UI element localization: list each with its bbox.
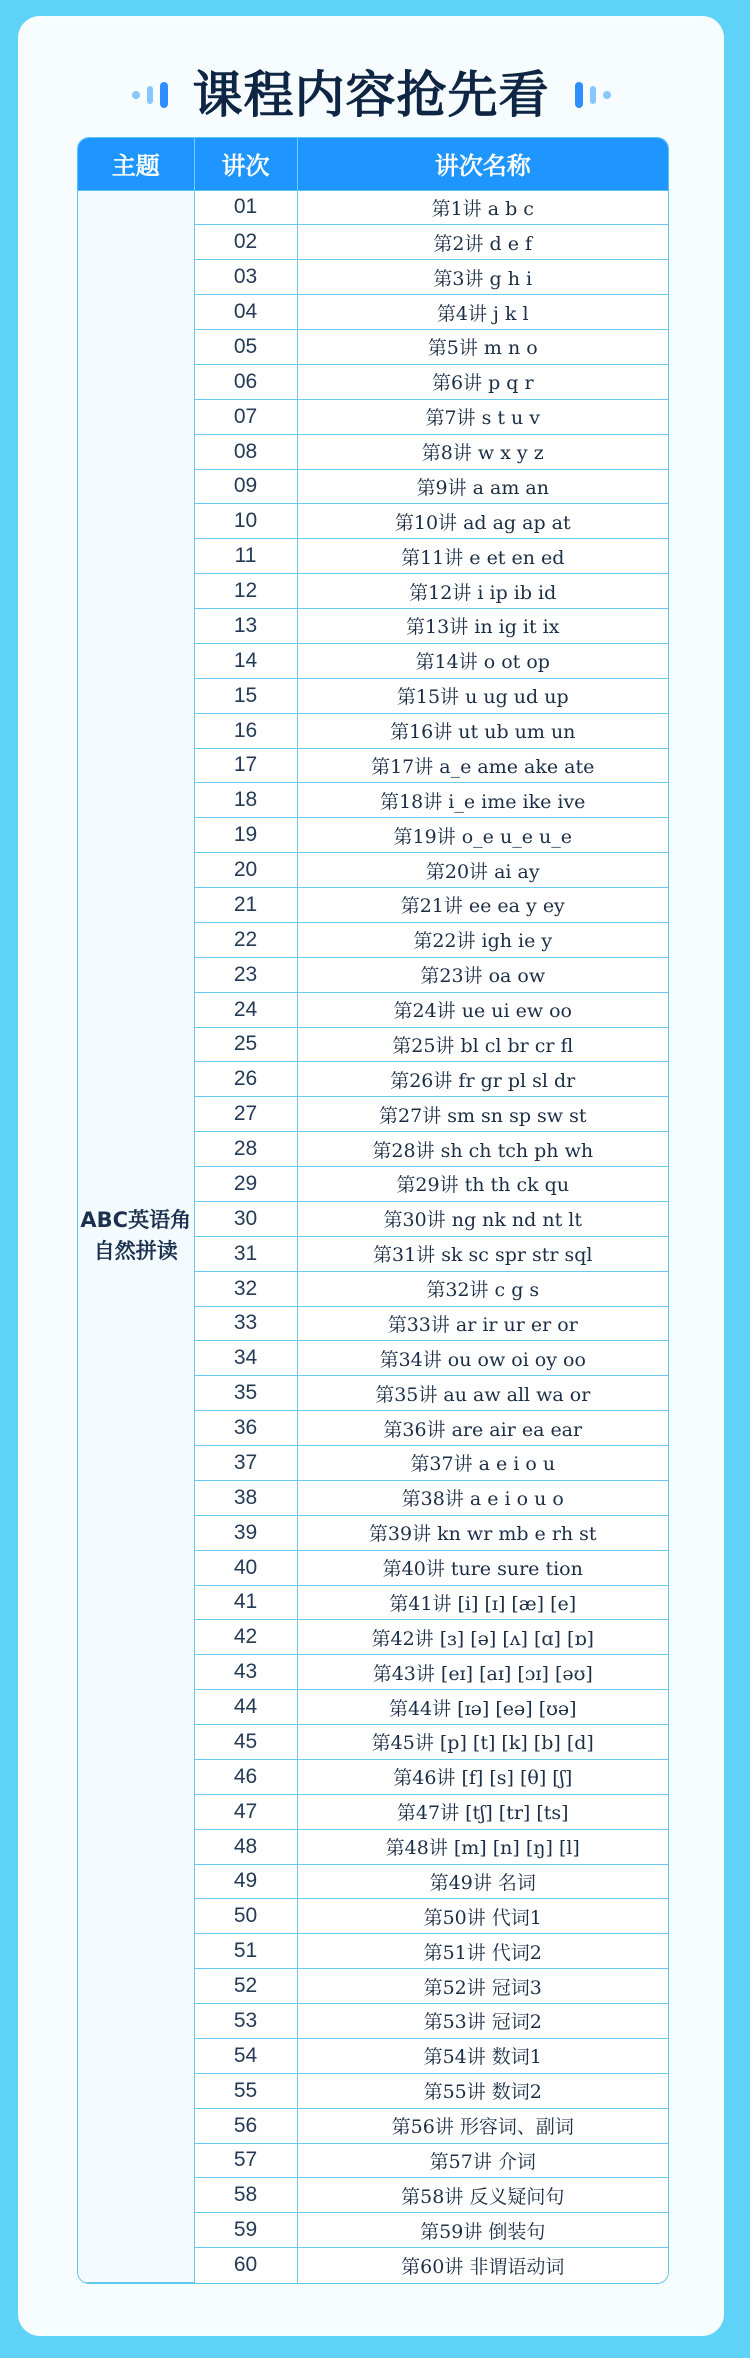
lesson-number-cell: 49 bbox=[194, 1864, 297, 1899]
course-table-wrapper bbox=[77, 137, 669, 2284]
lesson-number-cell: 16 bbox=[194, 713, 297, 748]
title-area bbox=[18, 61, 724, 129]
lesson-name-cell: 第17讲 a_e ame ake ate bbox=[297, 748, 668, 783]
lesson-number-cell: 22 bbox=[194, 922, 297, 957]
lesson-name-cell: 第52讲 冠词3 bbox=[297, 1969, 668, 2004]
lesson-number-cell: 51 bbox=[194, 1934, 297, 1969]
lesson-number-cell: 39 bbox=[194, 1515, 297, 1550]
lesson-name-cell: 第21讲 ee ea y ey bbox=[297, 888, 668, 923]
lesson-name-cell: 第14讲 o ot op bbox=[297, 643, 668, 678]
column-header-lesson-name: 讲次名称 bbox=[297, 138, 668, 190]
lesson-name-cell: 第25讲 bl cl br cr fl bbox=[297, 1027, 668, 1062]
lesson-name-cell: 第42讲 [ɜ] [ə] [ʌ] [ɑ] [ɒ] bbox=[297, 1620, 668, 1655]
lesson-number-cell: 37 bbox=[194, 1446, 297, 1481]
lesson-number-cell: 23 bbox=[194, 957, 297, 992]
lesson-name-cell: 第41讲 [i] [ɪ] [æ] [e] bbox=[297, 1585, 668, 1620]
lesson-name-cell: 第49讲 名词 bbox=[297, 1864, 668, 1899]
lesson-number-cell: 04 bbox=[194, 295, 297, 330]
lesson-name-cell: 第10讲 ad ag ap at bbox=[297, 504, 668, 539]
lesson-number-cell: 07 bbox=[194, 399, 297, 434]
lesson-name-cell: 第48讲 [m] [n] [ŋ] [l] bbox=[297, 1829, 668, 1864]
lesson-name-cell: 第44讲 [ɪə] [eə] [ʊə] bbox=[297, 1690, 668, 1725]
lesson-number-cell: 05 bbox=[194, 330, 297, 365]
header-row bbox=[78, 138, 668, 190]
lesson-number-cell: 44 bbox=[194, 1690, 297, 1725]
lesson-number-cell: 50 bbox=[194, 1899, 297, 1934]
lesson-name-cell: 第5讲 m n o bbox=[297, 330, 668, 365]
lesson-number-cell: 32 bbox=[194, 1271, 297, 1306]
lesson-name-cell: 第7讲 s t u v bbox=[297, 399, 668, 434]
left-decoration-icon bbox=[132, 82, 168, 108]
lesson-number-cell: 20 bbox=[194, 853, 297, 888]
table-body bbox=[78, 190, 668, 2283]
lesson-number-cell: 01 bbox=[194, 190, 297, 225]
lesson-number-cell: 11 bbox=[194, 539, 297, 574]
lesson-name-cell: 第33讲 ar ir ur er or bbox=[297, 1306, 668, 1341]
lesson-name-cell: 第34讲 ou ow oi oy oo bbox=[297, 1341, 668, 1376]
lesson-name-cell: 第4讲 j k l bbox=[297, 295, 668, 330]
lesson-number-cell: 30 bbox=[194, 1201, 297, 1236]
lesson-number-cell: 06 bbox=[194, 364, 297, 399]
lesson-number-cell: 12 bbox=[194, 574, 297, 609]
lesson-name-cell: 第45讲 [p] [t] [k] [b] [d] bbox=[297, 1725, 668, 1760]
lesson-name-cell: 第20讲 ai ay bbox=[297, 853, 668, 888]
lesson-number-cell: 56 bbox=[194, 2108, 297, 2143]
lesson-name-cell: 第57讲 介词 bbox=[297, 2143, 668, 2178]
lesson-number-cell: 60 bbox=[194, 2248, 297, 2283]
lesson-number-cell: 46 bbox=[194, 1759, 297, 1794]
lesson-name-cell: 第9讲 a am an bbox=[297, 469, 668, 504]
lesson-name-cell: 第37讲 a e i o u bbox=[297, 1446, 668, 1481]
right-decoration-icon bbox=[575, 82, 611, 108]
lesson-number-cell: 19 bbox=[194, 818, 297, 853]
lesson-number-cell: 52 bbox=[194, 1969, 297, 2004]
lesson-number-cell: 14 bbox=[194, 643, 297, 678]
lesson-name-cell: 第24讲 ue ui ew oo bbox=[297, 992, 668, 1027]
lesson-name-cell: 第46讲 [f] [s] [θ] [ʃ] bbox=[297, 1759, 668, 1794]
lesson-number-cell: 09 bbox=[194, 469, 297, 504]
lesson-number-cell: 17 bbox=[194, 748, 297, 783]
lesson-name-cell: 第31讲 sk sc spr str sql bbox=[297, 1236, 668, 1271]
lesson-name-cell: 第38讲 a e i o u o bbox=[297, 1480, 668, 1515]
lesson-name-cell: 第8讲 w x y z bbox=[297, 434, 668, 469]
lesson-name-cell: 第50讲 代词1 bbox=[297, 1899, 668, 1934]
lesson-number-cell: 58 bbox=[194, 2178, 297, 2213]
lesson-name-cell: 第36讲 are air ea ear bbox=[297, 1411, 668, 1446]
lesson-name-cell: 第55讲 数词2 bbox=[297, 2073, 668, 2108]
lesson-number-cell: 36 bbox=[194, 1411, 297, 1446]
lesson-number-cell: 47 bbox=[194, 1794, 297, 1829]
column-header-lesson-number: 讲次 bbox=[194, 138, 297, 190]
lesson-name-cell: 第23讲 oa ow bbox=[297, 957, 668, 992]
lesson-number-cell: 29 bbox=[194, 1167, 297, 1202]
course-table bbox=[78, 138, 668, 2283]
lesson-number-cell: 34 bbox=[194, 1341, 297, 1376]
lesson-name-cell: 第28讲 sh ch tch ph wh bbox=[297, 1132, 668, 1167]
lesson-name-cell: 第35讲 au aw all wa or bbox=[297, 1376, 668, 1411]
lesson-number-cell: 41 bbox=[194, 1585, 297, 1620]
course-content-card bbox=[18, 16, 724, 2336]
lesson-name-cell: 第56讲 形容词、副词 bbox=[297, 2108, 668, 2143]
page-title: 课程内容抢先看 bbox=[192, 66, 550, 124]
lesson-name-cell: 第43讲 [eɪ] [aɪ] [ɔɪ] [əʊ] bbox=[297, 1655, 668, 1690]
lesson-number-cell: 48 bbox=[194, 1829, 297, 1864]
lesson-number-cell: 26 bbox=[194, 1062, 297, 1097]
lesson-name-cell: 第6讲 p q r bbox=[297, 364, 668, 399]
lesson-number-cell: 24 bbox=[194, 992, 297, 1027]
column-header-theme: 主题 bbox=[78, 138, 194, 190]
lesson-number-cell: 27 bbox=[194, 1097, 297, 1132]
lesson-name-cell: 第16讲 ut ub um un bbox=[297, 713, 668, 748]
lesson-name-cell: 第32讲 c g s bbox=[297, 1271, 668, 1306]
table-row bbox=[78, 190, 668, 225]
lesson-number-cell: 33 bbox=[194, 1306, 297, 1341]
lesson-number-cell: 53 bbox=[194, 2004, 297, 2039]
lesson-number-cell: 15 bbox=[194, 678, 297, 713]
lesson-name-cell: 第59讲 倒装句 bbox=[297, 2213, 668, 2248]
lesson-name-cell: 第18讲 i_e ime ike ive bbox=[297, 783, 668, 818]
lesson-name-cell: 第15讲 u ug ud up bbox=[297, 678, 668, 713]
lesson-name-cell: 第3讲 g h i bbox=[297, 260, 668, 295]
lesson-name-cell: 第2讲 d e f bbox=[297, 225, 668, 260]
lesson-name-cell: 第54讲 数词1 bbox=[297, 2038, 668, 2073]
lesson-name-cell: 第30讲 ng nk nd nt lt bbox=[297, 1201, 668, 1236]
lesson-number-cell: 54 bbox=[194, 2038, 297, 2073]
lesson-number-cell: 25 bbox=[194, 1027, 297, 1062]
lesson-number-cell: 57 bbox=[194, 2143, 297, 2178]
lesson-name-cell: 第12讲 i ip ib id bbox=[297, 574, 668, 609]
lesson-name-cell: 第60讲 非谓语动词 bbox=[297, 2248, 668, 2283]
lesson-number-cell: 18 bbox=[194, 783, 297, 818]
lesson-number-cell: 45 bbox=[194, 1725, 297, 1760]
lesson-number-cell: 35 bbox=[194, 1376, 297, 1411]
lesson-number-cell: 59 bbox=[194, 2213, 297, 2248]
theme-cell: ABC英语角自然拼读 bbox=[78, 190, 194, 2283]
lesson-name-cell: 第22讲 igh ie y bbox=[297, 922, 668, 957]
lesson-number-cell: 31 bbox=[194, 1236, 297, 1271]
lesson-number-cell: 08 bbox=[194, 434, 297, 469]
lesson-name-cell: 第47讲 [tʃ] [tr] [ts] bbox=[297, 1794, 668, 1829]
lesson-number-cell: 02 bbox=[194, 225, 297, 260]
lesson-name-cell: 第19讲 o_e u_e u_e bbox=[297, 818, 668, 853]
table-header bbox=[78, 138, 668, 190]
lesson-number-cell: 28 bbox=[194, 1132, 297, 1167]
lesson-number-cell: 38 bbox=[194, 1480, 297, 1515]
lesson-name-cell: 第26讲 fr gr pl sl dr bbox=[297, 1062, 668, 1097]
lesson-name-cell: 第51讲 代词2 bbox=[297, 1934, 668, 1969]
lesson-name-cell: 第11讲 e et en ed bbox=[297, 539, 668, 574]
lesson-name-cell: 第29讲 th th ck qu bbox=[297, 1167, 668, 1202]
lesson-number-cell: 40 bbox=[194, 1550, 297, 1585]
lesson-name-cell: 第13讲 in ig it ix bbox=[297, 609, 668, 644]
lesson-name-cell: 第58讲 反义疑问句 bbox=[297, 2178, 668, 2213]
lesson-name-cell: 第39讲 kn wr mb e rh st bbox=[297, 1515, 668, 1550]
lesson-name-cell: 第40讲 ture sure tion bbox=[297, 1550, 668, 1585]
lesson-number-cell: 21 bbox=[194, 888, 297, 923]
lesson-name-cell: 第53讲 冠词2 bbox=[297, 2004, 668, 2039]
lesson-number-cell: 13 bbox=[194, 609, 297, 644]
lesson-number-cell: 42 bbox=[194, 1620, 297, 1655]
lesson-name-cell: 第1讲 a b c bbox=[297, 190, 668, 225]
lesson-number-cell: 43 bbox=[194, 1655, 297, 1690]
lesson-name-cell: 第27讲 sm sn sp sw st bbox=[297, 1097, 668, 1132]
lesson-number-cell: 03 bbox=[194, 260, 297, 295]
lesson-number-cell: 10 bbox=[194, 504, 297, 539]
lesson-number-cell: 55 bbox=[194, 2073, 297, 2108]
